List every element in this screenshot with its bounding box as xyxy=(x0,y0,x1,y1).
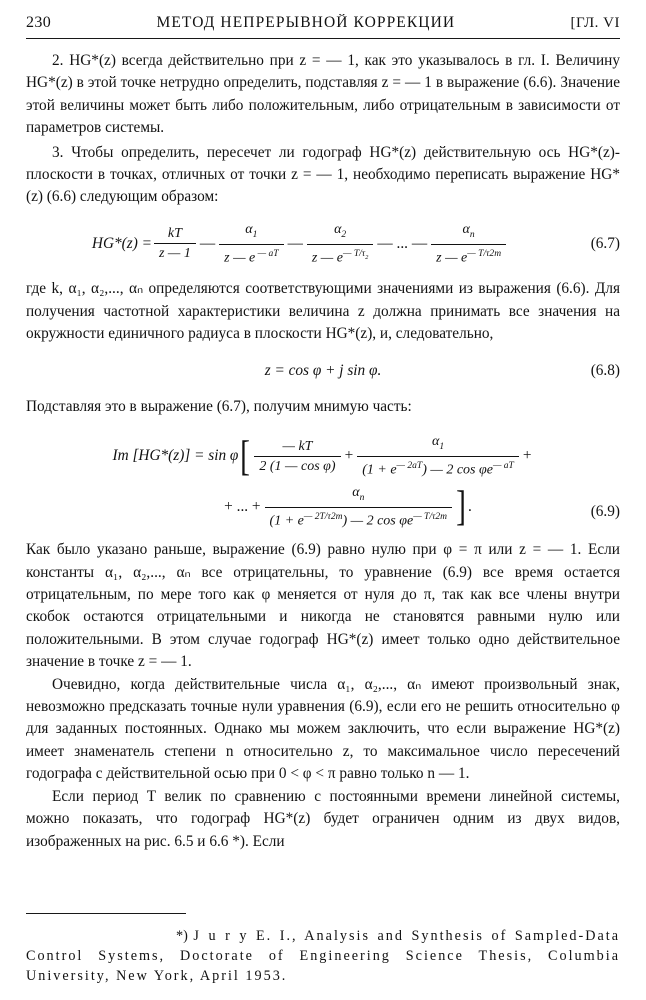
paragraph-after-6-8: Подставляя это в выражение (6.7), получим мнимую часть: xyxy=(26,397,412,415)
paragraph-obvious: Очевидно, когда действительные числа α₁, α₂,..., αₙ имеют произвольный знак, невозможно предсказать точные нули уравнения (6.9), если его не решить относительно φ для заданных постоянных. Однако мы можем заключить, что если выражение HG*(z) имеет знаменатель степени n относительно z, то максимальное число пересечений годографа с действительной осью при 0 < φ < π равно только n — 1. xyxy=(26,675,620,783)
equation-6-9: Im [HG*(z)] = sin φ [ $\frac{— kT}{\text{2 (1 — cos φ)}}$ + $\frac{\alpha_1}{(1 + e^{— 2aT}) — 2 \cos \varphi e^{— aT}}$ + + ... + $\frac{\alpha_n}{(1 + e^{— 2T/\tau 2m}) — 2 \cos \varphi e^{— T/\tau 2m}}$ ] . (6.9) xyxy=(112,433,620,530)
footnote xyxy=(26,926,620,986)
paragraph-after-6-7: где k, α₁, α₂,..., αₙ определяются соответствующими значениями из выражения (6.6). Для получения частотной характеристики величина z должна принимать все значения на окружности единичного радиуса в плоскости HG*(z), и, следовательно, xyxy=(26,280,620,343)
chapter-marker: [ГЛ. VI xyxy=(570,15,620,31)
equation-6-9-lhs: Im [HG*(z)] = sin φ xyxy=(112,447,239,465)
paragraph-after-6-9: Как было указано раньше, выражение (6.9) равно нулю при φ = π или z = — 1. Если константы α₁, α₂,..., αₙ все отрицательны, то уравнение (6.9) все время остается отрицательным, по мере того как φ меняется от нуля до π, так как все члены внутри скобок остаются отрицательными и никогда не становятся равными нулю или положительными. В этом случае годограф HG*(z) имеет только одно действительное значение в точке z = — 1. xyxy=(26,541,620,671)
paragraph-period: Если период T велик по сравнению с постоянными времени линейной системы, можно показать, что годограф HG*(z) будет ограничен одним из двух видов, изображенных на рис. 6.5 и 6.6 *). Если xyxy=(26,787,620,850)
equation-6-8-number: (6.8) xyxy=(590,361,620,379)
equation-6-9-term-2: $\frac{\alpha_1}{(1 + e^{— 2aT}) — 2 \cos \varphi e^{— aT}}$ xyxy=(357,434,519,478)
equation-6-7-term-1: $\frac{kT}{z — 1}$ xyxy=(154,226,196,262)
equation-6-7-number: (6.7) xyxy=(590,234,620,252)
footnote-marker: *) xyxy=(176,928,188,944)
page-number: 230 xyxy=(26,14,52,31)
equation-6-7-term-n: $\frac{\alpha_n}{z — e^{— T/\tau 2m}}$ xyxy=(431,222,506,266)
paragraph-2: 2. HG*(z) всегда действительно при z = — 1, как это указывалось в гл. I. Величину HG*(z) в этой точке нетрудно определить, подставляя z = — 1 в выражение (6.6). Значение этой величины может быть либо положительным, либо отрицательным в зависимости от параметров системы. xyxy=(26,52,620,137)
equation-6-7-term-2: $\frac{\alpha_1}{z — e ^{— aT}}$ xyxy=(219,222,283,266)
running-title: МЕТОД НЕПРЕРЫВНОЙ КОРРЕКЦИИ xyxy=(156,14,456,31)
paragraph-3: 3. Чтобы определить, пересечет ли годограф HG*(z) действительную ось HG*(z)-плоскости в точках, отличных от точки z = — 1, необходимо переписать выражение HG*(z) (6.6) следующим образом: xyxy=(26,143,620,206)
equation-6-9-term-1: $\frac{— kT}{\text{2 (1 — cos φ)}}$ xyxy=(254,439,340,475)
equation-6-8-text: z = cos φ + j sin φ. xyxy=(264,361,382,379)
equation-6-7: HG*(z) = $\frac{kT}{z — 1}$ — $\frac{\alpha_1}{z — e ^{— aT}}$ — $\frac{\alpha_2}{z — e^{— T/\tau_2}}$ — ... — $\frac{\alpha_n}{z — e^{— T/\tau 2m}}$ (6.7) xyxy=(91,221,620,266)
page-body xyxy=(26,50,620,853)
footnote-text: J u r y E. I., Analysis and Synthesis of Sampled-Data Control Systems, Doctorate of Engineering Science Thesis, Columbia University, New York, April 1953. xyxy=(26,928,620,984)
header-rule xyxy=(26,38,620,39)
page-header xyxy=(26,14,620,36)
equation-6-8 xyxy=(26,360,620,382)
equation-6-7-lhs: HG*(z) = xyxy=(91,234,152,252)
equation-6-7-term-3: $\frac{\alpha_2}{z — e^{— T/\tau_2}}$ xyxy=(307,222,374,266)
footnote-rule xyxy=(26,913,186,914)
equation-6-9-number: (6.9) xyxy=(590,502,620,520)
equation-6-9-term-n: $\frac{\alpha_n}{(1 + e^{— 2T/\tau 2m}) — 2 \cos \varphi e^{— T/\tau 2m}}$ xyxy=(265,485,452,529)
